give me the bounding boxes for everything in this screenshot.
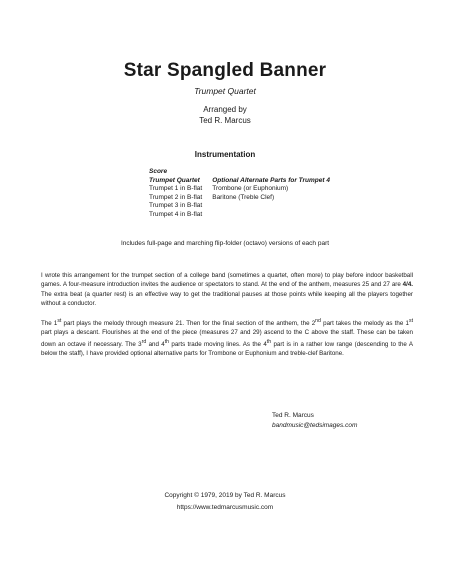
arranger-name: Ted R. Marcus bbox=[199, 116, 251, 125]
description-paragraph-1: I wrote this arrangement for the trumpet section of a college band (sometimes a quartet, often more) to play before indoor basketball games. A four-measure introduction invites the audience or spectators to stand. At the end of the anthem, measures 25 and 27 are 4/4. The extra beat (a quarter rest) is an effective way to get the traditional pauses at those points while keeping all the players together without a conductor. bbox=[41, 272, 413, 307]
part-item: Trumpet 4 in B-flat bbox=[149, 210, 203, 218]
part-item: Trumpet 1 in B-flat bbox=[149, 185, 203, 193]
description-paragraph-2: The 1st part plays the melody through measure 21. Then for the final section of the anthem, the 2nd part takes the melody as the 1st part plays a descant. Flourishes at the end of the piece (measures 27 and 29) ascend to the C above the staff. These can be taken down an octave if necessary. The 3rd and 4th parts trade moving lines. As the 4th part is in a rather low range (descending to the A below the staff), I have provided optional alternative parts for Trombone or Euphonium and treble-clef Baritone. bbox=[41, 318, 413, 358]
instrumentation-list bbox=[149, 168, 330, 220]
signature-name: Ted R. Marcus bbox=[272, 412, 314, 419]
alternate-column bbox=[212, 168, 330, 220]
page-subtitle: Trumpet Quartet bbox=[194, 86, 256, 96]
quartet-column bbox=[149, 168, 202, 220]
score-label: Score bbox=[149, 168, 168, 175]
alternate-part-item: Trombone (or Euphonium) bbox=[212, 185, 289, 193]
includes-note: Includes full-page and marching flip-folder (octavo) versions of each part bbox=[120, 240, 330, 247]
website-url: https://www.tedmarcusmusic.com bbox=[176, 504, 274, 511]
part-item: Trumpet 3 in B-flat bbox=[149, 202, 203, 210]
part-item: Trumpet 2 in B-flat bbox=[149, 193, 203, 201]
footer bbox=[0, 490, 450, 514]
alternate-heading: Optional Alternate Parts for Trumpet 4 bbox=[212, 176, 330, 184]
arranger-block bbox=[0, 104, 450, 126]
quartet-heading: Trumpet Quartet bbox=[149, 176, 200, 184]
signature-block bbox=[272, 411, 357, 430]
page-title: Star Spangled Banner bbox=[123, 60, 327, 81]
alternate-part-item: Baritone (Treble Clef) bbox=[212, 193, 275, 201]
arranged-by-label: Arranged by bbox=[203, 105, 247, 114]
instrumentation-heading: Instrumentation bbox=[194, 150, 256, 159]
copyright-text: Copyright © 1979, 2019 by Ted R. Marcus bbox=[164, 492, 286, 499]
signature-email: bandmusic@tedsimages.com bbox=[272, 421, 358, 429]
